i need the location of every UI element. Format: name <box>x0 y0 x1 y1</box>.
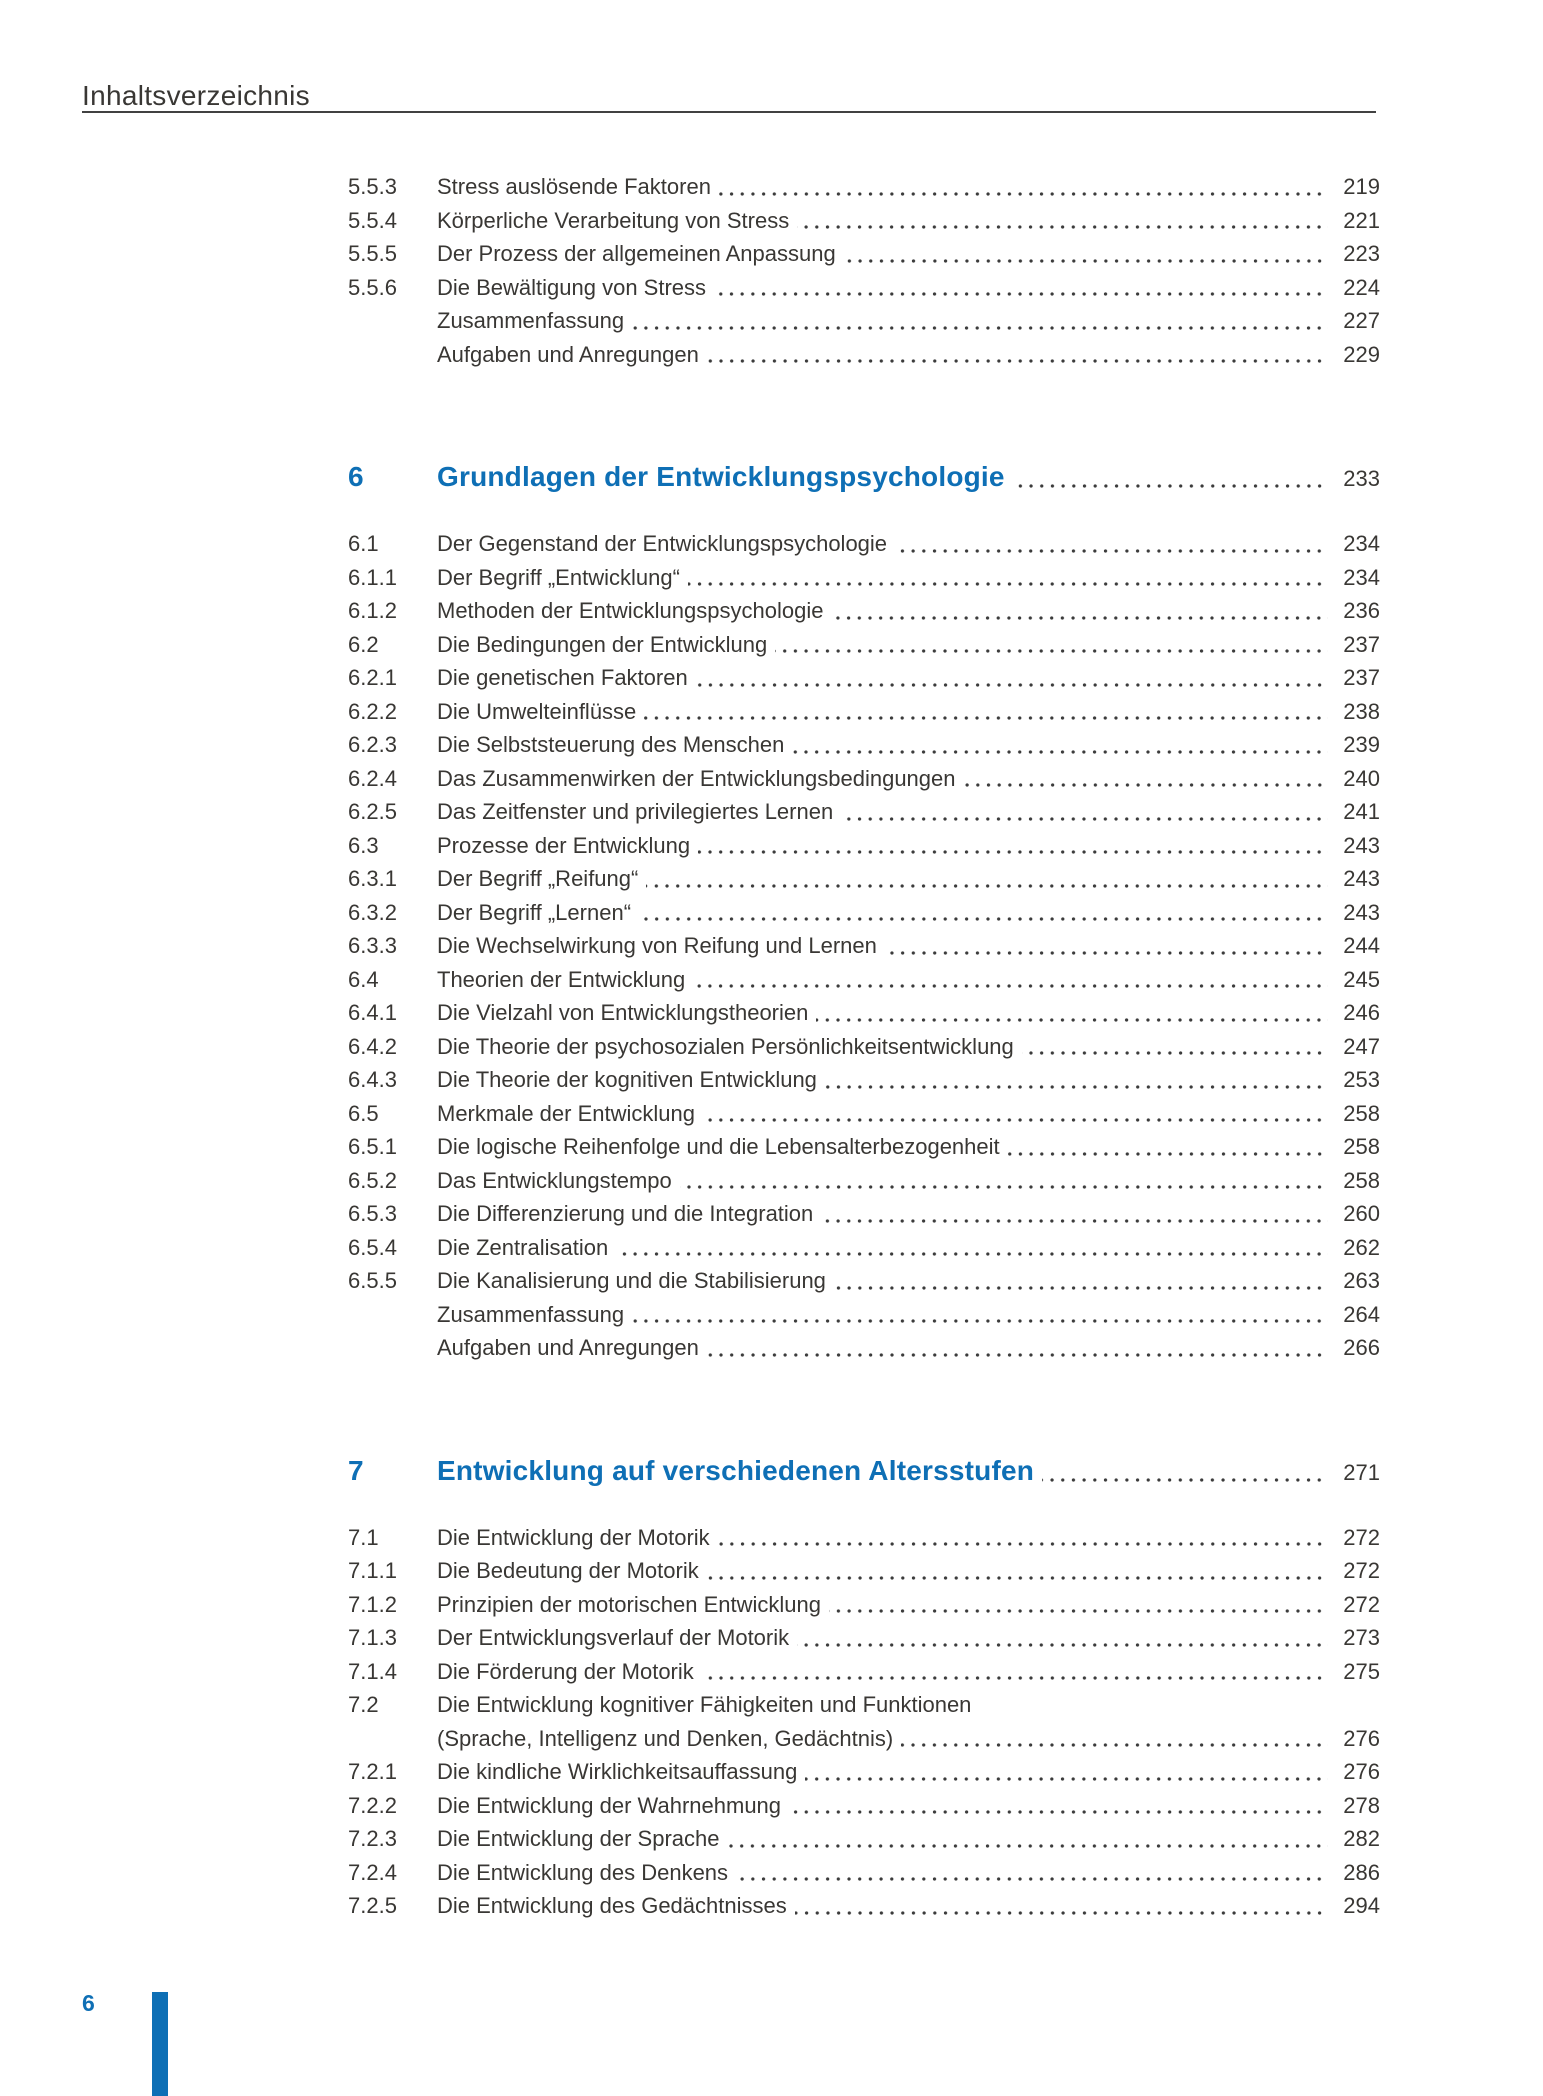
entry-page-number: 275 <box>1343 1658 1380 1684</box>
dot-leader <box>1022 1030 1328 1064</box>
entry-number: 6.2.2 <box>348 698 397 724</box>
dot-leader <box>696 661 1328 695</box>
dot-leader <box>829 1588 1328 1622</box>
chapter-title: Grundlagen der Entwicklungspsychologie <box>437 461 1005 492</box>
toc-entry-row <box>348 1130 1380 1164</box>
toc-entry-row <box>348 695 1380 729</box>
entry-page-number: 241 <box>1343 799 1380 824</box>
entry-page-number: 234 <box>1343 564 1380 590</box>
dot-leader <box>797 204 1328 238</box>
toc-entry-row <box>348 1164 1380 1198</box>
dot-leader <box>789 1789 1328 1823</box>
entry-page-number: 234 <box>1343 531 1380 556</box>
entry-title: Die logische Reihenfolge und die Lebensalterbezogenheit <box>437 1134 1000 1159</box>
entry-number: 6.3 <box>348 832 379 858</box>
dot-leader <box>1042 1445 1328 1497</box>
entry-number: 6.2 <box>348 631 379 657</box>
entry-number: 5.5.3 <box>348 174 397 199</box>
entry-title: Die Entwicklung der Motorik <box>437 1524 710 1550</box>
dot-leader <box>792 728 1328 762</box>
toc-entry-row <box>348 996 1380 1030</box>
entry-page-number: 253 <box>1343 1067 1380 1092</box>
entry-title: Die Umwelteinflüsse <box>437 698 637 724</box>
entry-title: Die Entwicklung kognitiver Fähigkeiten und Funktionen <box>437 1692 972 1717</box>
entry-page-number: 294 <box>1343 1893 1380 1918</box>
entry-number: 6.5.2 <box>348 1167 397 1193</box>
dot-leader <box>895 527 1328 561</box>
entry-title: Der Prozess der allgemeinen Anpassung <box>437 241 836 266</box>
dot-leader <box>797 1621 1328 1655</box>
entry-page-number: 219 <box>1343 174 1380 199</box>
entry-page-number: 278 <box>1343 1792 1380 1818</box>
toc-entry-row <box>348 1331 1380 1365</box>
entry-page-number: 237 <box>1343 631 1380 657</box>
entry-page-number: 262 <box>1343 1234 1380 1260</box>
entry-title: Aufgaben und Anregungen <box>437 341 699 367</box>
entry-number: 6.3.3 <box>348 933 397 958</box>
entry-number: 6.2.1 <box>348 665 397 690</box>
toc-entry-row <box>348 1655 1380 1689</box>
toc-entry-row <box>348 1231 1380 1265</box>
toc-entry-row <box>348 1264 1380 1298</box>
entry-number: 6.5.5 <box>348 1268 397 1293</box>
entry-number: 5.5.4 <box>348 207 397 233</box>
dot-leader <box>707 1554 1328 1588</box>
entry-number: 6.3.2 <box>348 899 397 925</box>
dot-leader <box>841 795 1328 829</box>
toc-entry-row <box>348 170 1380 204</box>
dot-leader <box>616 1231 1328 1265</box>
toc-chapter-row <box>348 1445 1380 1497</box>
entry-title: (Sprache, Intelligenz und Denken, Gedächtnis) <box>437 1725 894 1751</box>
dot-leader <box>632 304 1328 338</box>
entry-title: Theorien der Entwicklung <box>437 966 686 992</box>
entry-page-number: 244 <box>1343 933 1380 958</box>
dot-leader <box>795 1889 1328 1923</box>
entry-title: Der Begriff „Lernen“ <box>437 899 632 925</box>
entry-page-number: 237 <box>1343 665 1380 690</box>
entry-number <box>348 304 437 338</box>
chapter-page-number: 271 <box>1343 1459 1380 1485</box>
entry-title: Die kindliche Wirklichkeitsauffassung <box>437 1759 798 1784</box>
entry-number: 6.1 <box>348 531 379 556</box>
toc-entry-row <box>348 1097 1380 1131</box>
entry-number: 6.2.3 <box>348 732 397 757</box>
entry-number: 7.1.2 <box>348 1591 397 1617</box>
entry-page-number: 238 <box>1343 698 1380 724</box>
entry-number: 7.2.5 <box>348 1893 397 1918</box>
dot-leader <box>834 1264 1328 1298</box>
toc-block <box>348 527 1380 1365</box>
toc-chapter-row <box>348 451 1380 503</box>
entry-number: 7.1.3 <box>348 1625 397 1650</box>
entry-page-number: 223 <box>1343 241 1380 266</box>
entry-title: Die Entwicklung des Gedächtnisses <box>437 1893 787 1918</box>
dot-leader <box>901 1722 1328 1756</box>
entry-title: Stress auslösende Faktoren <box>437 174 711 199</box>
entry-number <box>348 1331 437 1365</box>
toc-entry-row <box>348 1621 1380 1655</box>
toc-entry-row <box>348 204 1380 238</box>
entry-number: 6.3.1 <box>348 866 397 891</box>
entry-page-number: 258 <box>1343 1167 1380 1193</box>
toc-entry-row <box>348 829 1380 863</box>
entry-title: Die Vielzahl von Entwicklungstheorien <box>437 1000 809 1025</box>
entry-title: Zusammenfassung <box>437 308 625 333</box>
header-rule <box>82 111 1376 113</box>
toc-entry-row <box>348 1588 1380 1622</box>
entry-number: 7.1.4 <box>348 1658 397 1684</box>
dot-leader <box>702 1655 1328 1689</box>
chapter-number: 7 <box>348 1454 364 1486</box>
chapter-page-number: 233 <box>1343 466 1380 491</box>
chapter-number: 6 <box>348 461 364 492</box>
dot-leader <box>644 695 1328 729</box>
entry-page-number: 221 <box>1343 207 1380 233</box>
entry-number: 7.1.1 <box>348 1558 397 1583</box>
toc-entry-row <box>348 762 1380 796</box>
dot-leader <box>736 1856 1328 1890</box>
dot-leader <box>707 338 1328 372</box>
entry-page-number: 272 <box>1343 1558 1380 1583</box>
toc-entry-row <box>348 271 1380 305</box>
entry-number <box>348 1722 437 1756</box>
dot-leader <box>805 1755 1328 1789</box>
entry-title: Die Entwicklung der Sprache <box>437 1826 720 1851</box>
dot-leader <box>680 1164 1328 1198</box>
entry-page-number: 276 <box>1343 1759 1380 1784</box>
toc-block <box>348 170 1380 371</box>
toc-entry-row <box>348 929 1380 963</box>
entry-number: 5.5.5 <box>348 241 397 266</box>
entry-page-number: 246 <box>1343 1000 1380 1025</box>
entry-title: Die genetischen Faktoren <box>437 665 688 690</box>
dot-leader <box>714 271 1328 305</box>
running-header: Inhaltsverzeichnis <box>82 80 310 111</box>
entry-title: Methoden der Entwicklungspsychologie <box>437 598 824 623</box>
dot-leader <box>698 829 1328 863</box>
entry-number: 7.1 <box>348 1524 379 1550</box>
dot-leader <box>831 594 1328 628</box>
entry-title: Die Zentralisation <box>437 1234 609 1260</box>
entry-title: Die Theorie der psychosozialen Persönlichkeitsentwicklung <box>437 1033 1014 1059</box>
entry-page-number: 239 <box>1343 732 1380 757</box>
toc-entry-row <box>348 795 1380 829</box>
entry-title: Die Entwicklung des Denkens <box>437 1859 729 1885</box>
entry-title: Die Differenzierung und die Integration <box>437 1201 814 1226</box>
entry-page-number: 263 <box>1343 1268 1380 1293</box>
entry-page-number: 236 <box>1343 598 1380 623</box>
entry-title: Der Gegenstand der Entwicklungspsychologie <box>437 531 888 556</box>
entry-number: 7.2.1 <box>348 1759 397 1784</box>
dot-leader <box>964 762 1329 796</box>
dot-leader <box>844 237 1328 271</box>
footer-accent-bar <box>152 1992 168 2096</box>
entry-title: Der Begriff „Entwicklung“ <box>437 564 680 590</box>
dot-leader <box>1013 451 1328 503</box>
entry-number: 5.5.6 <box>348 274 397 300</box>
entry-title: Aufgaben und Anregungen <box>437 1335 699 1360</box>
toc-entry-row <box>348 862 1380 896</box>
entry-page-number: 266 <box>1343 1335 1380 1360</box>
chapter-title: Entwicklung auf verschiedenen Altersstufen <box>437 1454 1035 1486</box>
entry-number: 6.4 <box>348 966 379 992</box>
entry-title: Die Selbststeuerung des Menschen <box>437 732 785 757</box>
entry-title: Zusammenfassung <box>437 1301 625 1327</box>
entry-title: Das Entwicklungstempo <box>437 1167 672 1193</box>
entry-title: Die Entwicklung der Wahrnehmung <box>437 1792 782 1818</box>
entry-title: Prinzipien der motorischen Entwicklung <box>437 1591 821 1617</box>
entry-page-number: 258 <box>1343 1134 1380 1159</box>
toc-entry-row <box>348 527 1380 561</box>
toc-entry-row <box>348 728 1380 762</box>
entry-number: 6.4.2 <box>348 1033 397 1059</box>
entry-page-number: 272 <box>1343 1591 1380 1617</box>
toc-entry-row <box>348 1889 1380 1923</box>
dot-leader <box>707 1331 1328 1365</box>
toc-entry-row <box>348 628 1380 662</box>
entry-page-number: 264 <box>1343 1301 1380 1327</box>
entry-number: 6.1.1 <box>348 564 397 590</box>
entry-number: 6.2.4 <box>348 765 397 791</box>
entry-title: Das Zusammenwirken der Entwicklungsbedingungen <box>437 765 956 791</box>
entry-title: Die Kanalisierung und die Stabilisierung <box>437 1268 826 1293</box>
toc-entry-row <box>348 594 1380 628</box>
toc-entry-row <box>348 1856 1380 1890</box>
dot-leader <box>885 929 1328 963</box>
entry-title: Die Wechselwirkung von Reifung und Lernen <box>437 933 877 958</box>
dot-leader <box>816 996 1328 1030</box>
entry-number: 6.2.5 <box>348 799 397 824</box>
toc-entry-row <box>348 1755 1380 1789</box>
entry-title: Die Förderung der Motorik <box>437 1658 694 1684</box>
dot-leader <box>632 1298 1328 1332</box>
entry-title: Körperliche Verarbeitung von Stress <box>437 207 790 233</box>
dot-leader <box>727 1822 1328 1856</box>
toc-entry-row <box>348 896 1380 930</box>
toc-entry-row <box>348 1063 1380 1097</box>
entry-title: Der Entwicklungsverlauf der Motorik <box>437 1625 790 1650</box>
toc-entry-row <box>348 1030 1380 1064</box>
entry-page-number: 243 <box>1343 899 1380 925</box>
entry-number: 6.5.3 <box>348 1201 397 1226</box>
dot-leader <box>775 628 1328 662</box>
toc-entry-row <box>348 963 1380 997</box>
dot-leader <box>821 1197 1328 1231</box>
dot-leader <box>825 1063 1328 1097</box>
entry-number: 6.5.4 <box>348 1234 397 1260</box>
entry-page-number: 260 <box>1343 1201 1380 1226</box>
toc-entry-row <box>348 561 1380 595</box>
entry-number: 6.5 <box>348 1100 379 1126</box>
dot-leader <box>703 1097 1328 1131</box>
entry-number <box>348 1298 437 1332</box>
entry-title: Die Bewältigung von Stress <box>437 274 707 300</box>
toc-entry-row <box>348 1298 1380 1332</box>
toc-entry-row <box>348 1822 1380 1856</box>
entry-title: Die Theorie der kognitiven Entwicklung <box>437 1067 817 1092</box>
entry-title: Prozesse der Entwicklung <box>437 832 691 858</box>
toc-entry-row <box>348 304 1380 338</box>
toc-entry-row <box>348 1554 1380 1588</box>
entry-page-number: 286 <box>1343 1859 1380 1885</box>
entry-page-number: 240 <box>1343 765 1380 791</box>
toc-entry-row <box>348 661 1380 695</box>
entry-number: 6.4.1 <box>348 1000 397 1025</box>
entry-number: 7.2.4 <box>348 1859 397 1885</box>
toc-entry-row <box>348 237 1380 271</box>
entry-page-number: 247 <box>1343 1033 1380 1059</box>
dot-leader <box>718 1521 1328 1555</box>
entry-page-number: 224 <box>1343 274 1380 300</box>
dot-leader <box>693 963 1328 997</box>
toc-entry-row <box>348 338 1380 372</box>
entry-number: 7.2.2 <box>348 1792 397 1818</box>
entry-page-number: 276 <box>1343 1725 1380 1751</box>
entry-title: Die Bedeutung der Motorik <box>437 1558 699 1583</box>
toc-entry-row <box>348 1521 1380 1555</box>
toc <box>348 170 1380 1923</box>
toc-entry-row <box>348 1688 1380 1722</box>
entry-page-number: 258 <box>1343 1100 1380 1126</box>
entry-title: Die Bedingungen der Entwicklung <box>437 631 768 657</box>
footer-page-number: 6 <box>82 1990 95 2016</box>
dot-leader <box>688 561 1328 595</box>
entry-number: 7.2 <box>348 1692 379 1717</box>
toc-entry-row-continuation <box>348 1722 1380 1756</box>
dot-leader <box>1008 1130 1328 1164</box>
entry-page-number: 282 <box>1343 1826 1380 1851</box>
entry-number: 6.4.3 <box>348 1067 397 1092</box>
entry-page-number: 243 <box>1343 866 1380 891</box>
entry-title: Merkmale der Entwicklung <box>437 1100 695 1126</box>
entry-page-number: 273 <box>1343 1625 1380 1650</box>
entry-page-number: 229 <box>1343 341 1380 367</box>
entry-page-number: 243 <box>1343 832 1380 858</box>
entry-page-number: 227 <box>1343 308 1380 333</box>
dot-leader <box>639 896 1328 930</box>
dot-leader <box>646 862 1328 896</box>
toc-entry-row <box>348 1197 1380 1231</box>
entry-number: 6.1.2 <box>348 598 397 623</box>
entry-number: 7.2.3 <box>348 1826 397 1851</box>
toc-block <box>348 1521 1380 1923</box>
entry-title: Der Begriff „Reifung“ <box>437 866 639 891</box>
entry-title: Das Zeitfenster und privilegiertes Lernen <box>437 799 834 824</box>
entry-number <box>348 338 437 372</box>
dot-leader <box>719 170 1328 204</box>
entry-page-number: 245 <box>1343 966 1380 992</box>
entry-number: 6.5.1 <box>348 1134 397 1159</box>
toc-entry-row <box>348 1789 1380 1823</box>
entry-page-number: 272 <box>1343 1524 1380 1550</box>
